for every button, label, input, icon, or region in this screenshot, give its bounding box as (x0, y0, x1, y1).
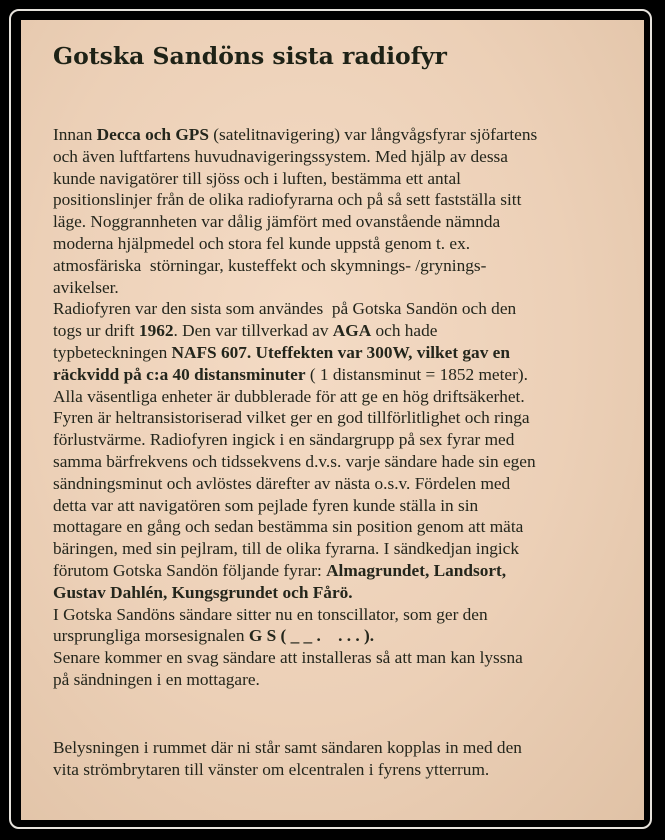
text-span: förlustvärme. Radiofyren ingick i en sändargrupp på sex fyrar med (53, 430, 515, 450)
text-line (53, 737, 613, 759)
text-span: sändningsminut och avlöstes därefter av nästa o.s.v. Fördelen med (53, 473, 511, 493)
bold-text: NAFS 607. Uteffekten var 300W, vilket gav en (171, 342, 510, 362)
text-span: och även luftfartens huvudnavigeringssystem. Med hjälp av dessa (53, 146, 508, 166)
text-line (53, 168, 613, 190)
text-span: Alla väsentliga enheter är dubblerade för att ge en hög driftsäkerhet. (53, 386, 525, 406)
text-line (53, 342, 613, 364)
text-line (53, 582, 613, 604)
text-span: typbeteckningen (53, 342, 172, 362)
text-span: I Gotska Sandöns sändare sitter nu en tonscillator, som ger den (53, 604, 488, 624)
text-line (53, 386, 613, 408)
text-line (53, 255, 613, 277)
text-span: ( 1 distansminut = 1852 meter). (305, 364, 528, 384)
text-line (53, 473, 613, 495)
text-span: på sändningen i en mottagare. (53, 669, 260, 689)
bold-text: AGA (332, 321, 372, 341)
bold-text: Gustav Dahlén, Kungsgrundet och Fårö. (53, 582, 353, 602)
sign-title: Gotska Sandöns sista radiofyr (53, 42, 447, 70)
text-span: avikelser. (53, 277, 119, 297)
text-span: samma bärfrekvens och tidssekvens d.v.s. varje sändare hade sin egen (53, 451, 536, 471)
text-span: togs ur drift (53, 321, 139, 341)
text-span: bäringen, med sin pejlram, till de olika fyrarna. I sändkedjan ingick (53, 539, 519, 559)
text-line (53, 647, 613, 669)
text-line (53, 451, 613, 473)
text-span: förutom Gotska Sandön följande fyrar: (53, 560, 327, 580)
text-line (53, 604, 613, 626)
text-span: ursprungliga morsesignalen (53, 626, 249, 646)
bold-text: Almagrundet, Landsort, (326, 560, 507, 580)
text-line (53, 560, 613, 582)
text-span: läge. Noggrannheten var dålig jämfört med ovanstående nämnda (53, 212, 501, 232)
text-span: Senare kommer en svag sändare att installeras så att man kan lyssna (53, 648, 523, 668)
text-line (53, 124, 613, 146)
text-span: och hade (371, 321, 438, 341)
spacer (53, 691, 613, 737)
text-span: (satelitnavigering) var långvågsfyrar sjöfartens (208, 125, 538, 144)
bold-text: räckvidd på c:a 40 distansminuter (53, 364, 306, 384)
sign-footer-paragraph (53, 737, 613, 781)
text-span: positionslinjer från de olika radiofyrarna och på så sett fastställa sitt (53, 190, 522, 210)
text-span: moderna hjälpmedel och stora fel kunde uppstå genom t. ex. (53, 233, 471, 253)
text-line (53, 189, 613, 211)
text-span: Radiofyren var den sista som användes på Gotska Sandön och den (53, 299, 517, 319)
text-line (53, 146, 613, 168)
text-line (53, 277, 613, 299)
sign-body (53, 124, 613, 780)
bold-text: G S ( _ _ . . . . ). (248, 626, 375, 646)
text-span: kunde navigatörer till sjöss och i luften, bestämma ett antal (53, 168, 461, 188)
text-line (53, 625, 613, 647)
text-span: . Den var tillverkad av (173, 321, 333, 341)
text-span: detta var att navigatören som pejlade fyren kunde ställa in sin (53, 495, 479, 515)
sign-paragraph (53, 124, 613, 691)
text-line (53, 429, 613, 451)
text-line (53, 495, 613, 517)
text-span: atmosfäriska störningar, kusteffekt och skymnings- /grynings- (53, 255, 487, 275)
text-line (53, 364, 613, 386)
bold-text: 1962 (138, 321, 174, 341)
text-line (53, 320, 613, 342)
bold-text: Decca och GPS (96, 125, 209, 144)
text-span: mottagare en gång och sedan bestämma sin position genom att mäta (53, 517, 524, 537)
text-line (53, 538, 613, 560)
text-line (53, 516, 613, 538)
text-line (53, 233, 613, 255)
text-span: Innan (53, 125, 97, 144)
text-span: vita strömbrytaren till vänster om elcentralen i fyrens ytterrum. (53, 759, 490, 779)
text-span: Fyren är heltransistoriserad vilket ger en god tillförlitlighet och ringa (53, 408, 530, 428)
text-line (53, 669, 613, 691)
text-line (53, 211, 613, 233)
text-line (53, 298, 613, 320)
info-sign (21, 20, 644, 820)
text-line (53, 759, 613, 781)
text-line (53, 407, 613, 429)
text-span: Belysningen i rummet där ni står samt sändaren kopplas in med den (53, 737, 522, 757)
